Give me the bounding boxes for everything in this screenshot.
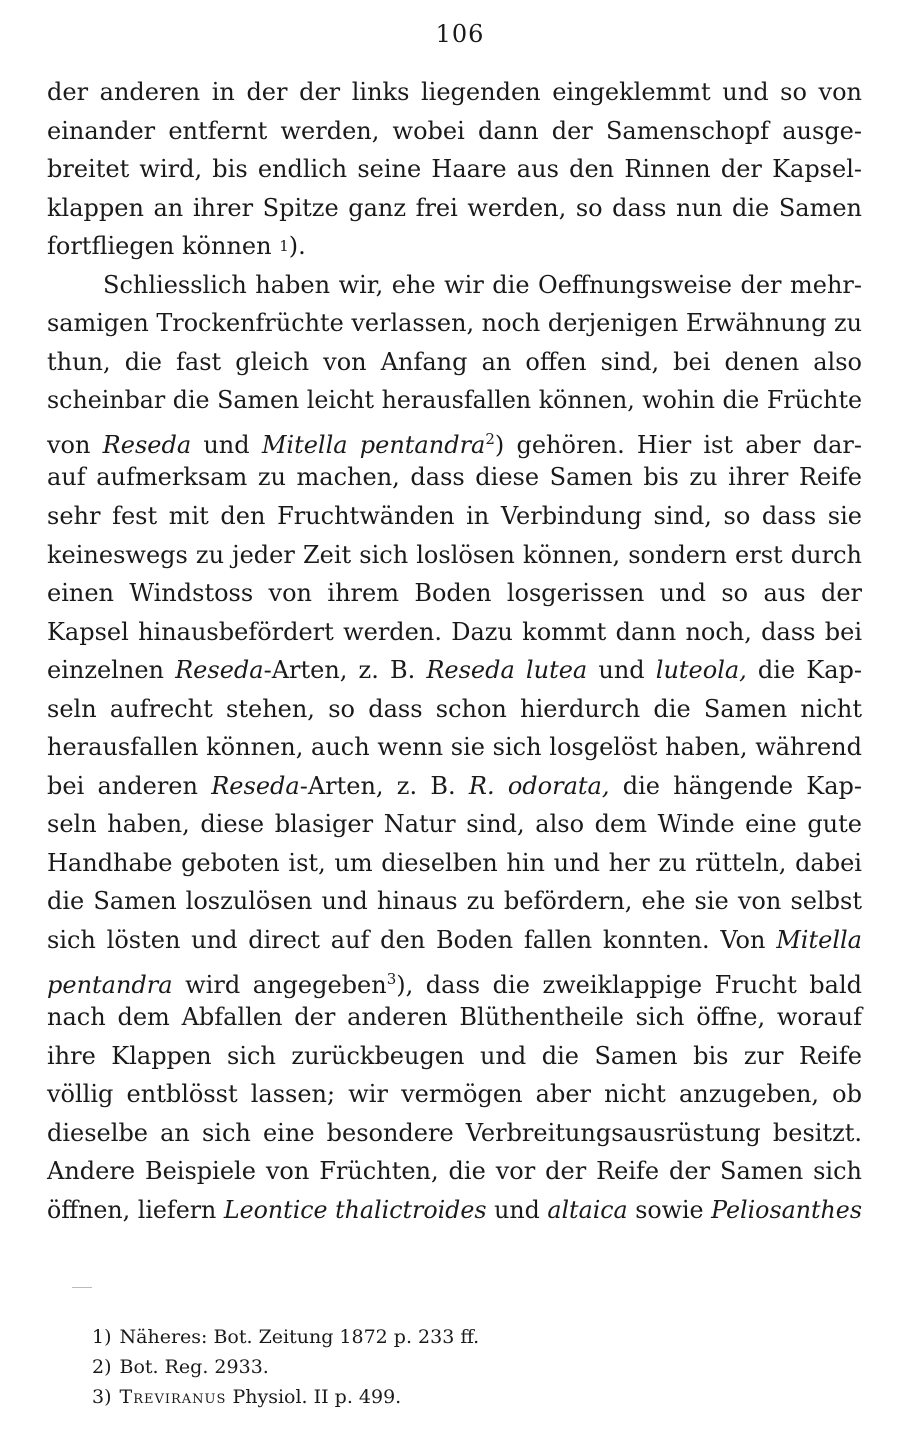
species-name: altaica	[547, 1195, 628, 1224]
footnote-text: Näheres: Bot. Zeitung 1872 p. 233 ff.	[119, 1326, 480, 1348]
species-name: R. odorata,	[468, 771, 610, 800]
line-text: samigen Trockenfrüchte verlassen, noch derjenigen Erwähnung zu	[47, 309, 862, 338]
line-text: nach dem Abfallen der anderen Blüthentheile sich öffne, worauf	[47, 1003, 862, 1032]
line-text: sowie	[627, 1195, 712, 1224]
line-text: Schliesslich haben wir, ehe wir die Oeffnungsweise der mehr-	[103, 270, 862, 299]
text-line	[47, 1152, 862, 1191]
text-line	[47, 613, 862, 652]
line-group	[47, 651, 862, 690]
line-text: breitet wird, bis endlich seine Haare aus den Rinnen der Kapsel-	[47, 155, 862, 184]
line-text: ).	[288, 232, 306, 261]
text-line	[47, 536, 862, 575]
species-name: Reseda	[211, 771, 300, 800]
species-name: Leontice thalictroides	[223, 1195, 487, 1224]
line-text: bei anderen	[47, 771, 212, 800]
text-line	[47, 381, 862, 420]
footnotes	[92, 1322, 792, 1412]
line-text: scheinbar die Samen leicht herausfallen können, wohin die Früchte	[47, 386, 862, 415]
line-text: und	[587, 656, 656, 685]
text-line	[47, 227, 862, 266]
line-text: ), dass die zweiklappige Frucht bald	[396, 970, 862, 999]
line-text: thun, die fast gleich von Anfang an offen sind, bei denen also	[47, 347, 862, 376]
text-line	[47, 458, 862, 497]
footnote-ref: 3	[386, 969, 397, 988]
line-text: einzelnen	[47, 656, 176, 685]
footnote-text: Physiol. II p. 499.	[226, 1386, 402, 1408]
species-name: Mitella	[776, 926, 862, 955]
line-text: und	[191, 430, 262, 459]
text-line	[47, 497, 862, 536]
species-name: Reseda	[175, 656, 264, 685]
species-name: pentandra	[47, 970, 173, 999]
line-text: -Arten, z. B.	[263, 656, 427, 685]
text-line	[47, 921, 862, 960]
line-group	[47, 921, 862, 960]
line-text: von	[47, 430, 103, 459]
line-text: Kapsel hinausbefördert werden. Dazu kommt dann noch, dass bei	[47, 617, 862, 646]
text-line	[47, 805, 862, 844]
text-line	[47, 420, 862, 459]
line-group	[47, 1191, 862, 1230]
line-text: -Arten, z. B.	[299, 771, 469, 800]
line-text: Handhabe geboten ist, um dieselben hin und her zu rütteln, dabei	[47, 848, 862, 877]
line-text: öffnen, liefern	[47, 1195, 224, 1224]
line-group	[47, 767, 862, 806]
line-text: dieselbe an sich eine besondere Verbreitungsausrüstung besitzt.	[47, 1118, 862, 1147]
line-text: wird angegeben	[172, 970, 387, 999]
line-text: ihre Klappen sich zurückbeugen und die Samen bis zur Reife	[47, 1041, 862, 1070]
line-text: völlig entblösst lassen; wir vermögen aber nicht anzugeben, ob	[47, 1080, 862, 1109]
line-text: klappen an ihrer Spitze ganz frei werden, so dass nun die Samen	[47, 193, 862, 222]
footnote-mark: 1)	[92, 1326, 112, 1348]
line-text: auf aufmerksam zu machen, dass diese Samen bis zu ihrer Reife	[47, 463, 862, 492]
footnote	[92, 1382, 792, 1412]
text-line	[47, 73, 862, 112]
species-name: Reseda	[102, 430, 192, 459]
text-line	[47, 1075, 862, 1114]
footnote-mark: 3)	[92, 1386, 112, 1408]
text-line	[47, 1191, 862, 1230]
line-text: die Samen loszulösen und hinaus zu befördern, ehe sie von selbst	[47, 887, 862, 916]
text-line	[47, 112, 862, 151]
text-line	[47, 844, 862, 883]
line-text: der anderen in der der links liegenden eingeklemmt und so von	[47, 78, 862, 106]
page-number: 106	[435, 20, 485, 48]
text-line	[47, 189, 862, 228]
line-text: ) gehören. Hier ist aber dar-	[494, 430, 863, 459]
footnote-ref: 2	[485, 429, 495, 448]
text-line	[47, 343, 862, 382]
footnote	[92, 1322, 792, 1352]
text-line	[47, 998, 862, 1037]
line-text: sich lösten und direct auf den Boden fallen konnten. Von	[47, 926, 777, 955]
line-text: seln aufrecht stehen, so dass schon hierdurch die Samen nicht	[47, 694, 862, 723]
line-group	[47, 960, 862, 999]
text-line	[47, 767, 862, 806]
footnote-divider	[72, 1287, 92, 1288]
text-line	[47, 651, 862, 690]
species-name: Reseda lutea	[426, 656, 588, 685]
species-name: Peliosanthes	[711, 1195, 862, 1224]
text-line	[47, 266, 862, 305]
species-name: Mitella pentandra	[261, 430, 486, 459]
line-text: die hängende Kap-	[609, 771, 863, 800]
species-name: luteola,	[655, 656, 747, 685]
line-text: keineswegs zu jeder Zeit sich loslösen können, sondern erst durch	[47, 540, 862, 569]
line-group	[47, 420, 862, 459]
text-line	[47, 690, 862, 729]
body-text	[47, 73, 862, 1229]
line-text: einander entfernt werden, wobei dann der Samenschopf ausge-	[47, 116, 862, 145]
line-text: und	[486, 1195, 548, 1224]
author-name: Treviranus	[119, 1386, 227, 1408]
line-text: fortfliegen können	[47, 232, 280, 261]
line-text: seln haben, diese blasiger Natur sind, also dem Winde eine gute	[47, 810, 862, 839]
text-line	[47, 882, 862, 921]
footnote	[92, 1352, 792, 1382]
footnote-text: Bot. Reg. 2933.	[119, 1356, 269, 1378]
line-text: sehr fest mit den Fruchtwänden in Verbindung sind, so dass sie	[47, 502, 862, 531]
footnote-mark: 2)	[92, 1356, 112, 1378]
line-text: herausfallen können, auch wenn sie sich losgelöst haben, während	[47, 733, 862, 762]
line-text: einen Windstoss von ihrem Boden losgerissen und so aus der	[47, 579, 862, 608]
text-line	[47, 1037, 862, 1076]
line-text: die Kap-	[746, 656, 863, 685]
text-line	[47, 728, 862, 767]
text-line	[47, 960, 862, 999]
text-line	[47, 574, 862, 613]
footnote-ref: 1	[279, 237, 289, 256]
text-line	[47, 150, 862, 189]
text-line	[47, 1114, 862, 1153]
text-line	[47, 304, 862, 343]
line-text: Andere Beispiele von Früchten, die vor der Reife der Samen sich	[47, 1157, 862, 1186]
